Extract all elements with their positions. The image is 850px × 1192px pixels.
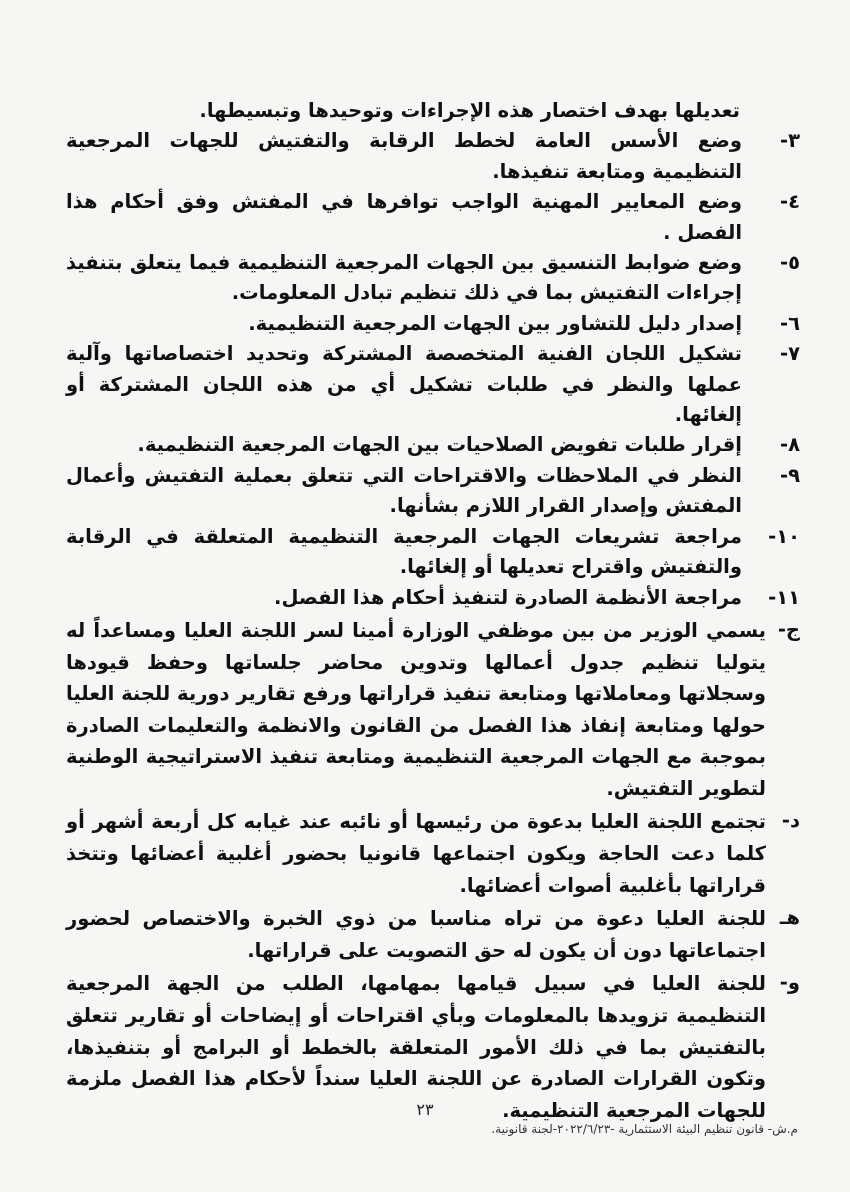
list-item	[66, 309, 800, 339]
page-number: ٢٣	[416, 1100, 434, 1119]
document-body	[66, 96, 800, 1126]
item-text: النظر في الملاحظات والاقتراحات التي تتعلق بعملية التفتيش وأعمال المفتش وإصدار القرار اللازم بشأنها.	[66, 463, 742, 518]
item-number: ٨-	[780, 433, 800, 457]
paragraph-letter: د-	[781, 809, 800, 833]
paragraph-text: يسمي الوزير من بين موظفي الوزارة أمينا لسر اللجنة العليا ومساعداً له يتوليا تنظيم جدول أعمالها وتدوين محاضر جلساتها وحفظ قيودها وسجلاتها ومعاملاتها ومتابعة تنفيذ قراراتها ورفع تقارير دورية للجنة العليا حولها ومتابعة إنفاذ هذا الفصل من القانون والانظمة والتعليمات الصادرة بموجبة مع الجهات المرجعية التنظيمية ومتابعة تنفيذ الاستراتيجية الوطنية لتطوير التفتيش.	[66, 618, 766, 800]
list-item	[66, 522, 800, 583]
item-text: إصدار دليل للتشاور بين الجهات المرجعية التنظيمية.	[248, 311, 742, 335]
list-item	[66, 583, 800, 613]
item-text: إقرار طلبات تفويض الصلاحيات بين الجهات المرجعية التنظيمية.	[137, 433, 742, 457]
paragraph-text: للجنة العليا دعوة من تراه مناسبا من ذوي الخبرة والاختصاص لحضور اجتماعاتها دون أن يكون له حق التصويت على قراراتها.	[66, 907, 766, 962]
item-text: مراجعة تشريعات الجهات المرجعية التنظيمية المتعلقة في الرقابة والتفتيش واقتراح تعديلها أو إلغائها.	[66, 524, 742, 579]
paragraph-letter: و-	[779, 971, 800, 995]
list-item	[66, 126, 800, 187]
item-number: ١٠-	[768, 524, 800, 548]
list-item	[66, 339, 800, 430]
footer-note: م.ش- قانون تنظيم البيئة الاستثمارية -٢٠٢٢/٦/٢٣-لجنة قانونية.	[491, 1122, 798, 1136]
item-number: ٥-	[780, 251, 800, 275]
item-text: تشكيل اللجان الفنية المتخصصة المشتركة وتحديد اختصاصاتها وآلية عملها والنظر في طلبات تشكيل أي من هذه اللجان المشتركة أو إلغائها.	[66, 342, 742, 427]
paragraph	[66, 615, 800, 805]
list-item	[66, 248, 800, 309]
item-number: ٧-	[780, 342, 800, 366]
paragraph	[66, 903, 800, 966]
continued-line	[66, 96, 800, 126]
item-text: وضع المعايير المهنية الواجب توافرها في المفتش وفق أحكام هذا الفصل .	[66, 190, 742, 244]
item-number: ٩-	[780, 463, 800, 487]
item-text: مراجعة الأنظمة الصادرة لتنفيذ أحكام هذا الفصل.	[274, 585, 742, 609]
item-text: وضع ضوابط التنسيق بين الجهات المرجعية التنظيمية فيما يتعلق بتنفيذ إجراءات التفتيش بما في ذلك تنظيم تبادل المعلومات.	[66, 251, 742, 305]
list-item	[66, 187, 800, 248]
item-number: ٣-	[780, 129, 800, 153]
line-text: تعديلها بهدف اختصار هذه الإجراءات وتوحيدها وتبسيطها.	[199, 99, 740, 122]
item-number: ٦-	[780, 311, 800, 335]
paragraph-letter: ج-	[777, 617, 800, 641]
item-number: ١١-	[768, 585, 800, 609]
item-text: وضع الأسس العامة لخطط الرقابة والتفتيش للجهات المرجعية التنظيمية ومتابعة تنفيذها.	[66, 129, 742, 183]
paragraph	[66, 806, 800, 901]
item-number: ٤-	[780, 190, 800, 214]
paragraph-letter: هـ	[779, 906, 800, 930]
list-item	[66, 430, 800, 460]
paragraph-text: تجتمع اللجنة العليا بدعوة من رئيسها أو نائبه عند غيابه كل أربعة أشهر أو كلما دعت الحاجة ويكون اجتماعها قانونيا بحضور أغلبية أعضائها وتتخذ قراراتها بأغلبية أصوات أعضائها.	[66, 810, 766, 897]
list-item	[66, 461, 800, 522]
paragraph-text: للجنة العليا في سبيل قيامها بمهامها، الطلب من الجهة المرجعية التنظيمية تزويدها بالمعلومات وبأي اقتراحات أو إيضاحات أو تقارير تتعلق بالتفتيش بما في ذلك الأمور المتعلقة بالخطط أو البرامج أو بتنفيذها، وتكون القرارات الصادرة عن اللجنة العليا سنداً لأحكام هذا الفصل ملزمة للجهات المرجعية التنظيمية.	[66, 972, 766, 1122]
